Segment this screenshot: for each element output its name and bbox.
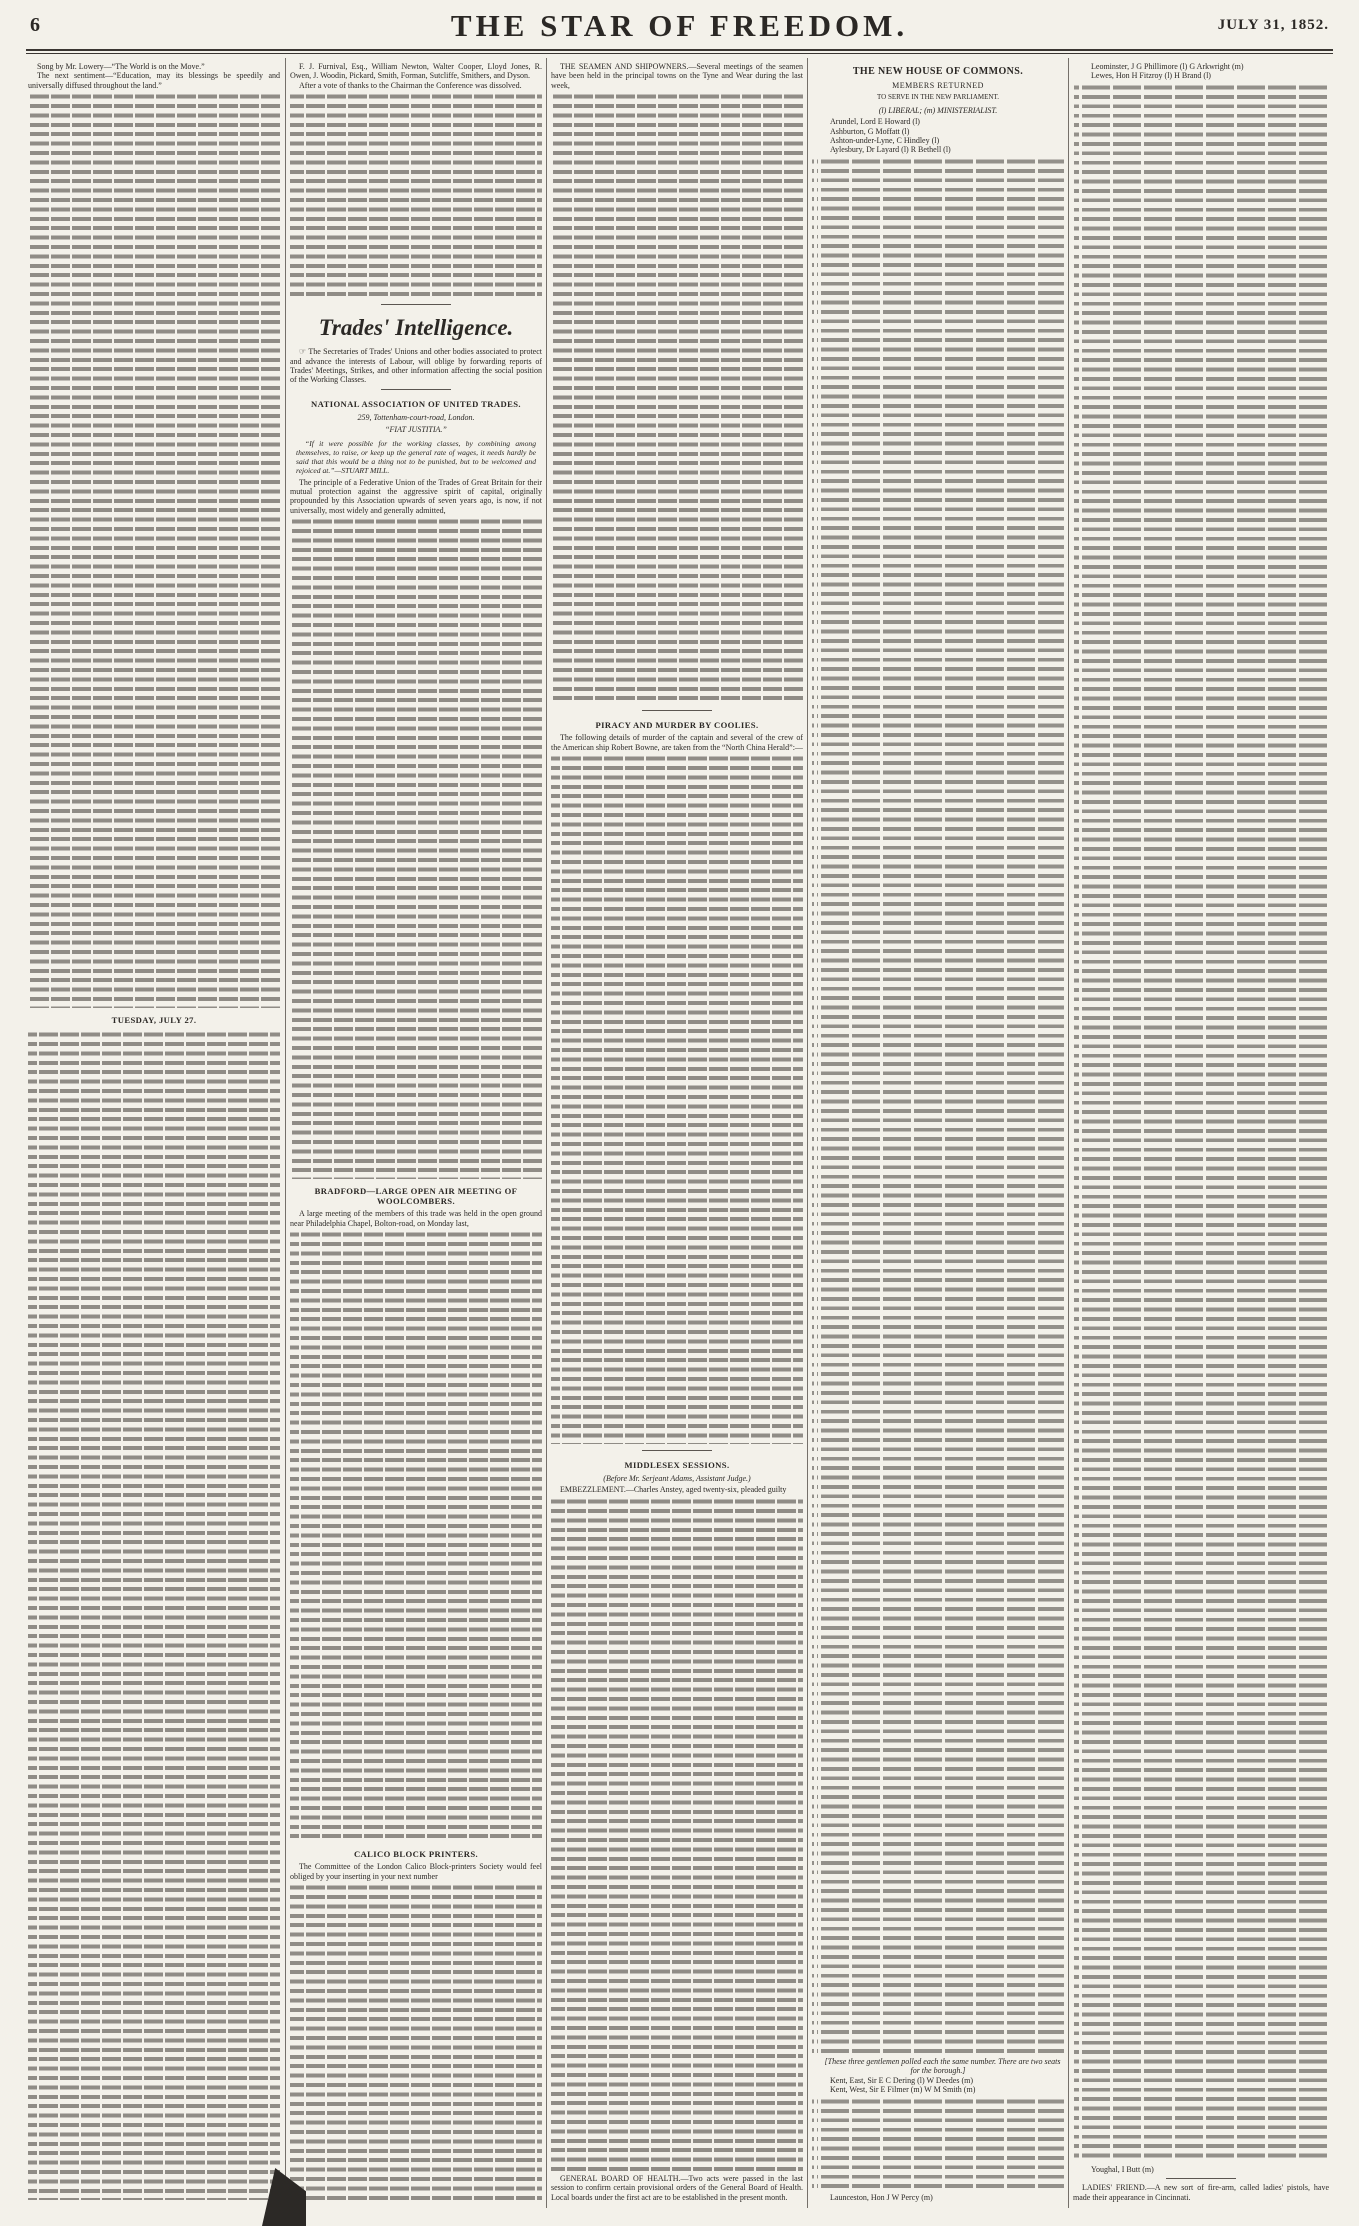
board-of-health-paragraph: GENERAL BOARD OF HEALTH.—Two acts were passed in the last session to confirm certain provisional orders of the General Board of Health. Local boards under the first act are to be established in the present month. [551, 2173, 803, 2202]
column-rule [285, 58, 286, 2208]
attendees-paragraph: F. J. Furnival, Esq., William Newton, Walter Cooper, Lloyd Jones, R. Owen, J. Woodin, Pickard, Smith, Forman, Sutcliffe, Smithers, and Dyson. [290, 62, 542, 81]
member-entry: Kent, West, Sir E Filmer (m) W M Smith (m) [830, 2085, 976, 2095]
member-entry: Launceston, Hon J W Percy (m) [830, 2192, 933, 2202]
column-5 [1073, 62, 1329, 2202]
page-number: 6 [30, 14, 40, 36]
column-rule [807, 58, 808, 2208]
section-title-trades: Trades' Intelligence. [318, 315, 514, 341]
middlesex-heading: MIDDLESEX SESSIONS. [624, 1460, 730, 1471]
column-3 [551, 62, 803, 2202]
illegible-text-block [28, 1030, 280, 2200]
member-entry: Arundel, Lord E Howard (l) [830, 117, 920, 127]
illegible-text-block [551, 1497, 803, 2172]
middlesex-paragraph: EMBEZZLEMENT.—Charles Anstey, aged twenty-six, pleaded guilty [560, 1485, 787, 1495]
column-rule [546, 58, 547, 2208]
calico-paragraph: The Committee of the London Calico Block-printers Society would feel obliged by your inserting in your next number [290, 1862, 542, 1881]
piracy-heading: PIRACY AND MURDER BY COOLIES. [595, 720, 759, 731]
bradford-heading: BRADFORD—LARGE OPEN AIR MEETING OF WOOLCOMBERS. [314, 1186, 518, 1207]
trades-notice: ☞ The Secretaries of Trades' Unions and other bodies associated to protect and advance the interests of Labour, will oblige by forwarding reports of Trades' Meetings, Strikes, and other information affecting the social position of the Working Classes. [290, 347, 542, 385]
member-entry: Leominster, J G Phillimore (l) G Arkwright (m) [1091, 62, 1244, 71]
member-entry: Youghal, I Butt (m) [1091, 2164, 1154, 2174]
column-1 [28, 62, 280, 2202]
section-rule [1166, 2178, 1236, 2179]
association-title: NATIONAL ASSOCIATION OF UNITED TRADES. [311, 398, 521, 409]
commons-subheading: MEMBERS RETURNED [892, 81, 984, 90]
party-key: (l) LIBERAL; (m) MINISTERIALIST. [878, 105, 998, 115]
middlesex-subheading: (Before Mr. Serjeant Adams, Assistant Judge.) [603, 1474, 751, 1484]
sentiment-paragraph: The next sentiment—“Education, may its blessings be speedily and universally diffused throughout the land.” [28, 71, 280, 90]
section-rule [642, 1450, 712, 1451]
commons-heading: THE NEW HOUSE OF COMMONS. [852, 66, 1024, 77]
illegible-list-block [812, 157, 1064, 2055]
member-entry: Ashburton, G Moffatt (l) [830, 126, 910, 136]
masthead-rule [26, 49, 1333, 54]
illegible-text-block [290, 517, 542, 1179]
mill-quote: “If it were possible for the working classes, by combining among themselves, to raise, or keep up the general rate of wages, it needs hardly be said that this would be a thing not to be punished, but to be welcomed and rejoiced at.”—STUART MILL. [296, 438, 536, 475]
commons-subheading: TO SERVE IN THE NEW PARLIAMENT. [877, 93, 999, 102]
illegible-list-block [1073, 83, 1329, 2163]
association-motto: “FIAT JUSTITIA.” [385, 425, 447, 435]
member-entry: Kent, East, Sir E C Dering (l) W Deedes (m) [830, 2075, 974, 2085]
day-heading: TUESDAY, JULY 27. [111, 1015, 197, 1026]
section-rule [381, 389, 451, 390]
closing-paragraph: After a vote of thanks to the Chairman the Conference was dissolved. [299, 80, 522, 90]
column-rule [1068, 58, 1069, 2208]
illegible-text-block [290, 1883, 542, 2200]
piracy-paragraph: The following details of murder of the captain and several of the crew of the American ship Robert Bowne, are taken from the “North China Herald”:— [551, 733, 803, 752]
poll-note: [These three gentlemen polled each the same number. There are two seats for the borough.] [824, 2056, 1061, 2076]
column-4 [812, 62, 1064, 2202]
illegible-text-block [551, 92, 803, 704]
illegible-text-block [290, 92, 542, 298]
calico-heading: CALICO BLOCK PRINTERS. [353, 1849, 479, 1860]
bradford-paragraph: A large meeting of the members of this trade was held in the open ground near Philadelphia Chapel, Bolton-road, on Monday last, [290, 1209, 542, 1228]
illegible-text-block [28, 92, 280, 1008]
association-address: 259, Tottenham-court-road, London. [357, 412, 475, 422]
illegible-list-block [812, 2097, 1064, 2191]
section-rule [381, 304, 451, 305]
member-entry: Aylesbury, Dr Layard (l) R Bethell (l) [830, 145, 951, 155]
principle-paragraph: The principle of a Federative Union of the Trades of Great Britain for their mutual protection against the aggressive spirit of capital, originally propounded by this Association upwards of seven years ago, is now, if not universally, most widely and generally admitted, [290, 477, 542, 515]
member-entry: Ashton-under-Lyne, C Hindley (l) [830, 136, 940, 146]
member-entry: Lewes, Hon H Fitzroy (l) H Brand (l) [1091, 71, 1211, 81]
ladies-friend-paragraph: LADIES' FRIEND.—A new sort of fire-arm, called ladies' pistols, have made their appearance in Cincinnati. [1073, 2183, 1329, 2202]
section-rule [642, 710, 712, 711]
song-line: Song by Mr. Lowery—“The World is on the Move.” [37, 62, 205, 71]
seamen-paragraph: THE SEAMEN AND SHIPOWNERS.—Several meetings of the seamen have been held in the principal towns on the Tyne and Wear during the last week, [551, 62, 803, 90]
column-2 [290, 62, 542, 2202]
illegible-text-block [551, 754, 803, 1444]
newspaper-title: THE STAR OF FREEDOM. [450, 8, 909, 43]
issue-date: JULY 31, 1852. [1217, 17, 1329, 33]
illegible-text-block [290, 1230, 542, 1842]
